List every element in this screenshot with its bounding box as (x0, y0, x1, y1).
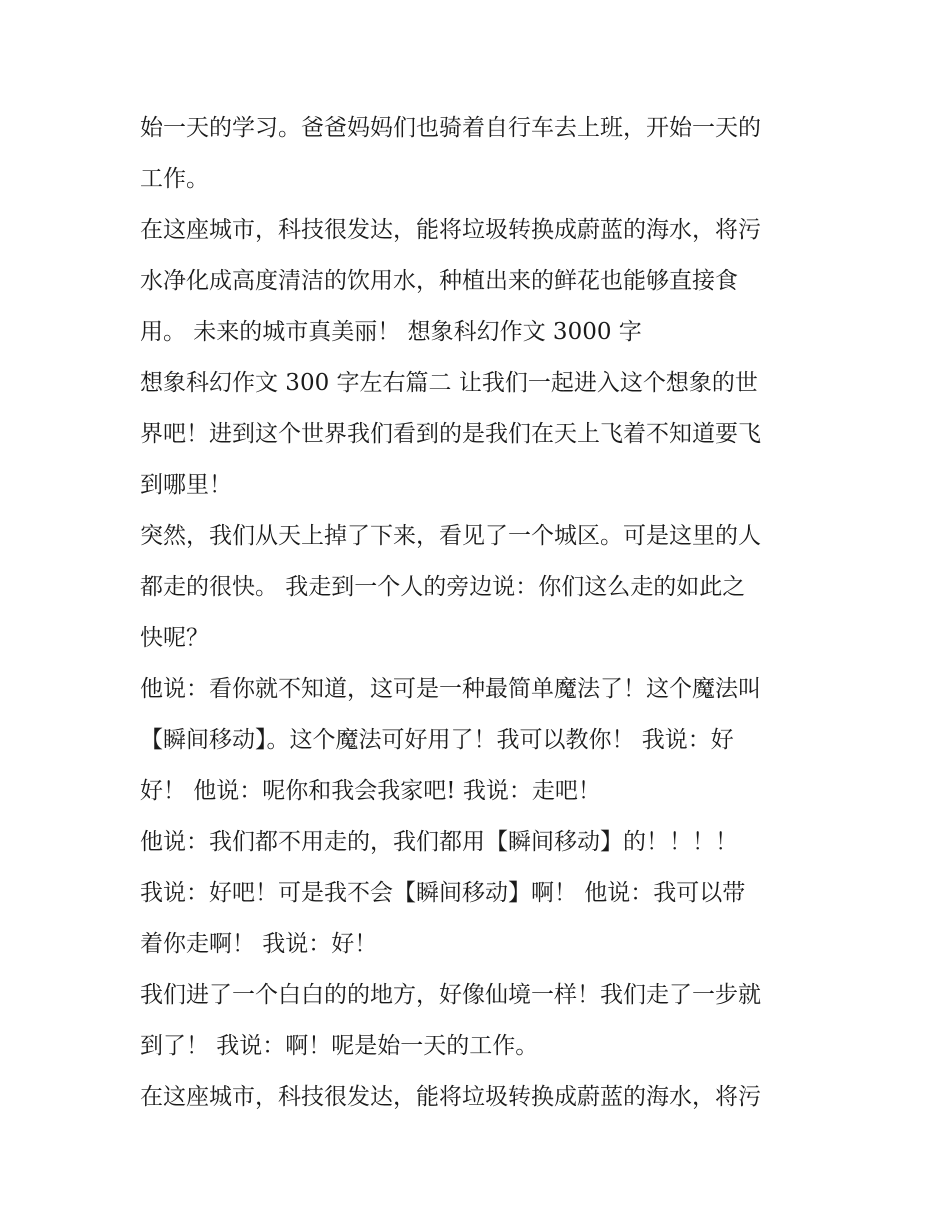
text-line: 着你走啊！ 我说：好！ (140, 931, 378, 957)
text-line: 用。 未来的城市真美丽！ 想象科幻作文 3000 字 (140, 319, 642, 345)
text-line: 我说：好吧！可是我不会【瞬间移动】啊！ 他说：我可以带 (140, 880, 746, 906)
text-line: 界吧！进到这个世界我们看到的是我们在天上飞着不知道要飞 (140, 421, 761, 447)
text-line: 好！ 他说：呢你和我会我家吧! 我说：走吧！ (140, 778, 601, 804)
text-line: 到了！ 我说：啊！呢是始一天的工作。 (140, 1033, 539, 1059)
text-line: 始一天的学习。爸爸妈妈们也骑着自行车去上班，开始一天的 (140, 115, 761, 141)
text-line: 快呢？ (140, 625, 209, 651)
text-line: 我们进了一个白白的的地方，好像仙境一样！我们走了一步就 (140, 982, 761, 1008)
text-line: 想象科幻作文 300 字左右篇二 让我们一起进入这个想象的世 (140, 370, 758, 396)
text-line: 到哪里！ (140, 472, 232, 498)
text-line: 水净化成高度清洁的饮用水，种植出来的鲜花也能够直接食 (140, 268, 738, 294)
document-body (140, 103, 830, 1123)
text-line: 【瞬间移动】。这个魔法可好用了！我可以教你！ 我说：好 (140, 727, 734, 753)
text-line: 在这座城市，科技很发达，能将垃圾转换成蔚蓝的海水，将污 (140, 1084, 761, 1110)
text-line: 在这座城市，科技很发达，能将垃圾转换成蔚蓝的海水，将污 (140, 217, 761, 243)
text-line: 都走的很快。 我走到一个人的旁边说：你们这么走的如此之 (140, 574, 746, 600)
text-line: 突然，我们从天上掉了下来，看见了一个城区。可是这里的人 (140, 523, 761, 549)
text-line: 他说：看你就不知道，这可是一种最简单魔法了！这个魔法叫 (140, 676, 761, 702)
text-line: 他说：我们都不用走的，我们都用【瞬间移动】的！！！！ (140, 829, 738, 855)
text-line: 工作。 (140, 166, 209, 192)
